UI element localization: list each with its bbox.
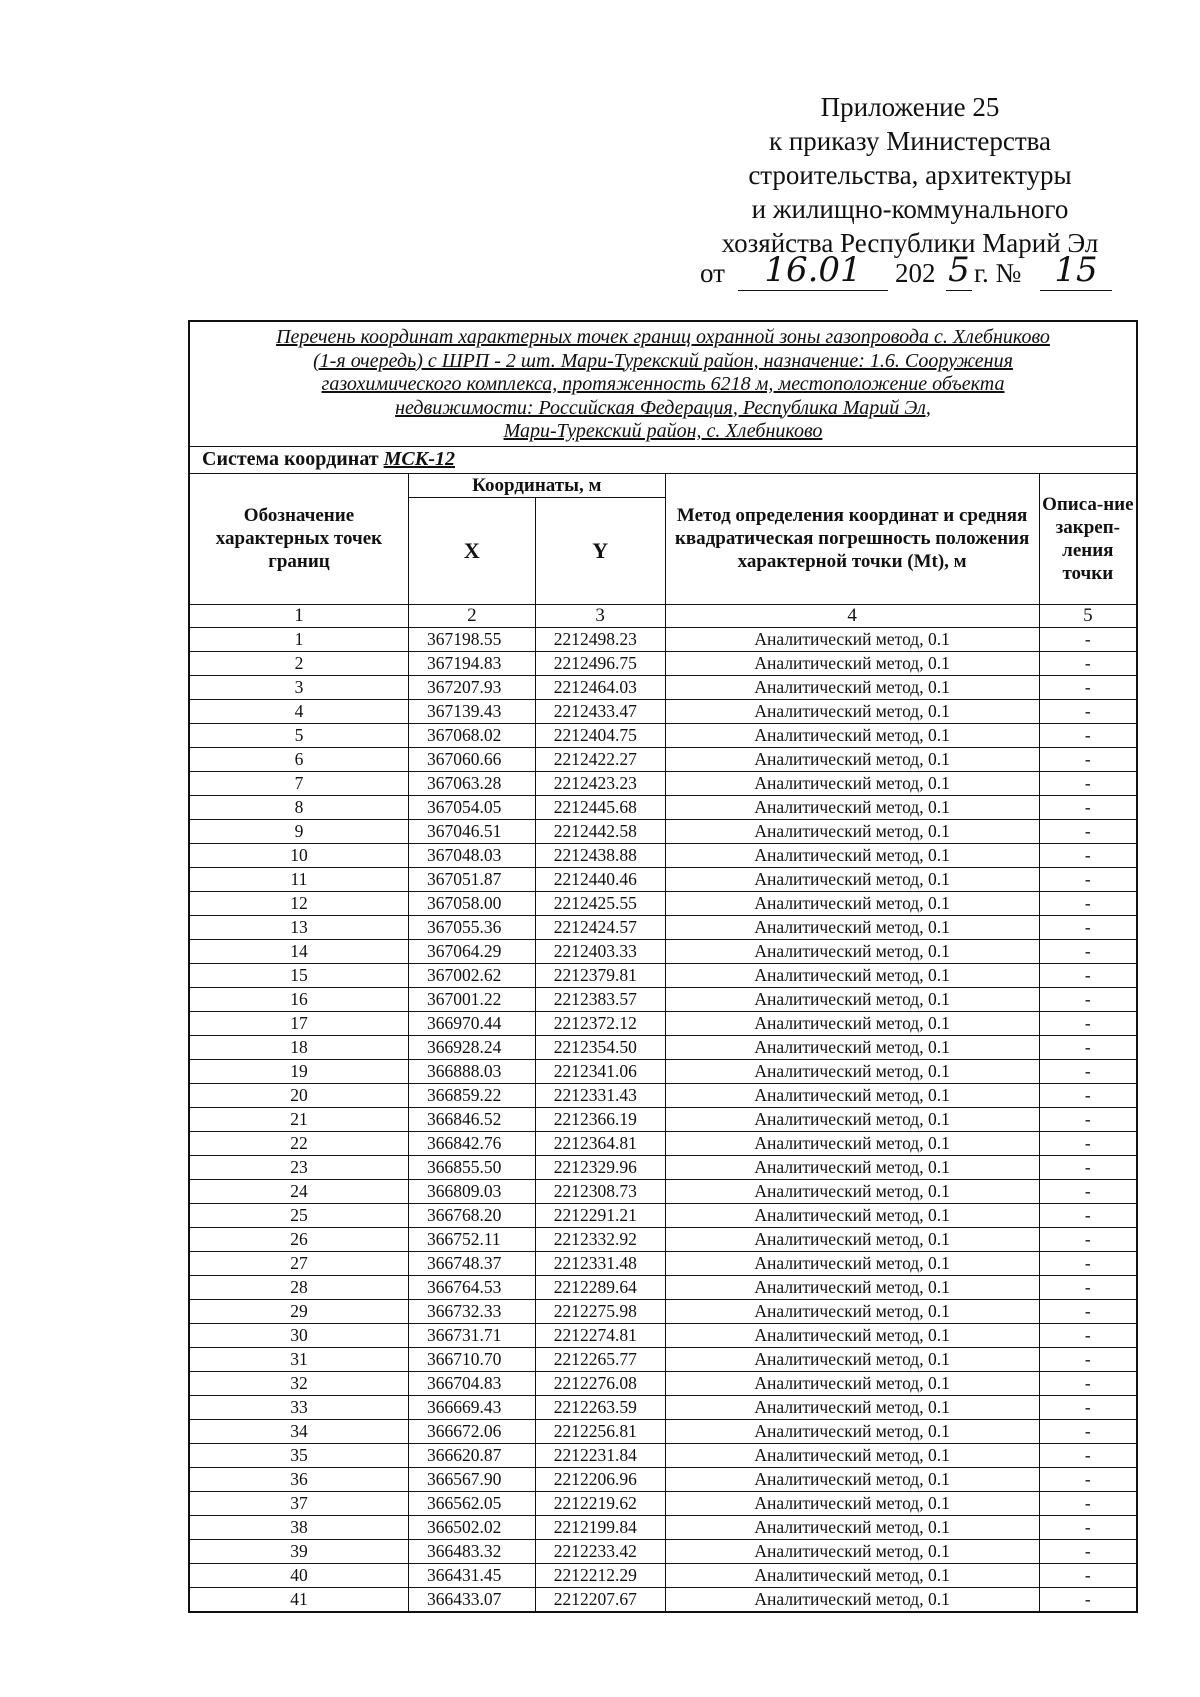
y-coordinate: 2212256.81	[535, 1419, 665, 1443]
y-coordinate: 2212364.81	[535, 1131, 665, 1155]
handwritten-year-digit: 5	[946, 250, 972, 291]
method-cell: Аналитический метод, 0.1	[665, 1251, 1039, 1275]
header-y: Y	[535, 498, 665, 604]
x-coordinate: 366768.20	[408, 1203, 535, 1227]
table-row	[189, 987, 1137, 1011]
method-cell: Аналитический метод, 0.1	[665, 795, 1039, 819]
description-cell: -	[1039, 1539, 1137, 1563]
method-cell: Аналитический метод, 0.1	[665, 843, 1039, 867]
table-row	[189, 1419, 1137, 1443]
description-cell: -	[1039, 771, 1137, 795]
point-number: 13	[189, 915, 408, 939]
x-coordinate: 367064.29	[408, 939, 535, 963]
x-coordinate: 367058.00	[408, 891, 535, 915]
point-number: 9	[189, 819, 408, 843]
method-cell: Аналитический метод, 0.1	[665, 747, 1039, 771]
x-coordinate: 367060.66	[408, 747, 535, 771]
x-coordinate: 367068.02	[408, 723, 535, 747]
method-cell: Аналитический метод, 0.1	[665, 1083, 1039, 1107]
x-coordinate: 366669.43	[408, 1395, 535, 1419]
x-coordinate: 367055.36	[408, 915, 535, 939]
point-number: 37	[189, 1491, 408, 1515]
header-line: строительства, архитектуры	[748, 160, 1072, 190]
point-number: 17	[189, 1011, 408, 1035]
y-coordinate: 2212372.12	[535, 1011, 665, 1035]
point-number: 31	[189, 1347, 408, 1371]
x-coordinate: 367194.83	[408, 651, 535, 675]
method-cell: Аналитический метод, 0.1	[665, 1563, 1039, 1587]
point-number: 7	[189, 771, 408, 795]
y-coordinate: 2212422.27	[535, 747, 665, 771]
y-coordinate: 2212442.58	[535, 819, 665, 843]
description-cell: -	[1039, 1251, 1137, 1275]
x-coordinate: 366431.45	[408, 1563, 535, 1587]
table-row	[189, 627, 1137, 651]
method-cell: Аналитический метод, 0.1	[665, 1131, 1039, 1155]
method-cell: Аналитический метод, 0.1	[665, 1491, 1039, 1515]
table-row	[189, 819, 1137, 843]
x-coordinate: 367051.87	[408, 867, 535, 891]
column-number: 3	[535, 604, 665, 627]
method-cell: Аналитический метод, 0.1	[665, 1203, 1039, 1227]
description-cell: -	[1039, 723, 1137, 747]
coordinates-table	[188, 320, 1138, 1613]
method-cell: Аналитический метод, 0.1	[665, 1395, 1039, 1419]
table-row	[189, 1275, 1137, 1299]
table-row	[189, 1323, 1137, 1347]
y-coordinate: 2212404.75	[535, 723, 665, 747]
table-title-line: недвижимости: Российская Федерация, Республика Марий Эл,	[395, 396, 931, 419]
header-designation: Обозначение характерных точек границ	[189, 473, 408, 604]
description-cell: -	[1039, 1515, 1137, 1539]
description-cell: -	[1039, 1011, 1137, 1035]
description-cell: -	[1039, 675, 1137, 699]
table-row	[189, 651, 1137, 675]
coordinate-system-name: МСК-12	[383, 448, 455, 470]
point-number: 3	[189, 675, 408, 699]
method-cell: Аналитический метод, 0.1	[665, 915, 1039, 939]
x-coordinate: 366483.32	[408, 1539, 535, 1563]
method-cell: Аналитический метод, 0.1	[665, 1035, 1039, 1059]
description-cell: -	[1039, 1227, 1137, 1251]
table-row	[189, 1107, 1137, 1131]
y-coordinate: 2212331.43	[535, 1083, 665, 1107]
point-number: 35	[189, 1443, 408, 1467]
year-prefix: 202	[895, 258, 936, 288]
x-coordinate: 366748.37	[408, 1251, 535, 1275]
description-cell: -	[1039, 1083, 1137, 1107]
description-cell: -	[1039, 1107, 1137, 1131]
x-coordinate: 366620.87	[408, 1443, 535, 1467]
description-cell: -	[1039, 1371, 1137, 1395]
table-body	[189, 627, 1137, 1612]
column-number: 5	[1039, 604, 1137, 627]
x-coordinate: 366970.44	[408, 1011, 535, 1035]
y-coordinate: 2212354.50	[535, 1035, 665, 1059]
description-cell: -	[1039, 1563, 1137, 1587]
y-coordinate: 2212199.84	[535, 1515, 665, 1539]
point-number: 25	[189, 1203, 408, 1227]
method-cell: Аналитический метод, 0.1	[665, 1179, 1039, 1203]
x-coordinate: 366859.22	[408, 1083, 535, 1107]
description-cell: -	[1039, 1035, 1137, 1059]
y-coordinate: 2212440.46	[535, 867, 665, 891]
method-cell: Аналитический метод, 0.1	[665, 723, 1039, 747]
appendix-header	[690, 90, 1130, 260]
y-coordinate: 2212496.75	[535, 651, 665, 675]
table-row	[189, 1035, 1137, 1059]
table-row	[189, 1443, 1137, 1467]
x-coordinate: 366502.02	[408, 1515, 535, 1539]
description-cell: -	[1039, 1467, 1137, 1491]
point-number: 41	[189, 1587, 408, 1612]
point-number: 14	[189, 939, 408, 963]
table-row	[189, 795, 1137, 819]
table-row	[189, 1011, 1137, 1035]
method-cell: Аналитический метод, 0.1	[665, 1155, 1039, 1179]
table-row	[189, 723, 1137, 747]
table-row	[189, 747, 1137, 771]
table-row	[189, 1251, 1137, 1275]
point-number: 5	[189, 723, 408, 747]
y-coordinate: 2212206.96	[535, 1467, 665, 1491]
point-number: 23	[189, 1155, 408, 1179]
method-cell: Аналитический метод, 0.1	[665, 651, 1039, 675]
point-number: 21	[189, 1107, 408, 1131]
method-cell: Аналитический метод, 0.1	[665, 1539, 1039, 1563]
table-row	[189, 939, 1137, 963]
handwritten-order-number: 15	[1040, 250, 1112, 291]
method-cell: Аналитический метод, 0.1	[665, 963, 1039, 987]
table-row	[189, 1299, 1137, 1323]
description-cell: -	[1039, 939, 1137, 963]
point-number: 24	[189, 1179, 408, 1203]
method-cell: Аналитический метод, 0.1	[665, 939, 1039, 963]
table-row	[189, 1395, 1137, 1419]
point-number: 18	[189, 1035, 408, 1059]
method-cell: Аналитический метод, 0.1	[665, 1467, 1039, 1491]
method-cell: Аналитический метод, 0.1	[665, 1107, 1039, 1131]
y-coordinate: 2212424.57	[535, 915, 665, 939]
description-cell: -	[1039, 1395, 1137, 1419]
method-cell: Аналитический метод, 0.1	[665, 1371, 1039, 1395]
x-coordinate: 366710.70	[408, 1347, 535, 1371]
x-coordinate: 367002.62	[408, 963, 535, 987]
description-cell: -	[1039, 1299, 1137, 1323]
header-coordinates: Координаты, м	[408, 473, 665, 498]
y-coordinate: 2212233.42	[535, 1539, 665, 1563]
table-row	[189, 867, 1137, 891]
table-title-line: Мари-Турекский район, с. Хлебниково	[503, 420, 823, 442]
table-row	[189, 1203, 1137, 1227]
description-cell: -	[1039, 1491, 1137, 1515]
table-row	[189, 771, 1137, 795]
description-cell: -	[1039, 987, 1137, 1011]
method-cell: Аналитический метод, 0.1	[665, 1419, 1039, 1443]
table-row	[189, 1467, 1137, 1491]
point-number: 12	[189, 891, 408, 915]
y-coordinate: 2212445.68	[535, 795, 665, 819]
method-cell: Аналитический метод, 0.1	[665, 771, 1039, 795]
method-cell: Аналитический метод, 0.1	[665, 627, 1039, 651]
x-coordinate: 367198.55	[408, 627, 535, 651]
header-description: Описа-ние закреп-ления точки	[1039, 473, 1137, 604]
point-number: 33	[189, 1395, 408, 1419]
y-coordinate: 2212423.23	[535, 771, 665, 795]
point-number: 11	[189, 867, 408, 891]
table-row	[189, 915, 1137, 939]
table-row	[189, 675, 1137, 699]
x-coordinate: 366855.50	[408, 1155, 535, 1179]
method-cell: Аналитический метод, 0.1	[665, 675, 1039, 699]
x-coordinate: 366928.24	[408, 1035, 535, 1059]
method-cell: Аналитический метод, 0.1	[665, 1515, 1039, 1539]
table-row	[189, 699, 1137, 723]
method-cell: Аналитический метод, 0.1	[665, 867, 1039, 891]
table-row	[189, 963, 1137, 987]
x-coordinate: 366732.33	[408, 1299, 535, 1323]
y-coordinate: 2212464.03	[535, 675, 665, 699]
method-cell: Аналитический метод, 0.1	[665, 891, 1039, 915]
header-line: к приказу Министерства	[768, 126, 1052, 156]
x-coordinate: 366846.52	[408, 1107, 535, 1131]
point-number: 22	[189, 1131, 408, 1155]
description-cell: -	[1039, 915, 1137, 939]
description-cell: -	[1039, 699, 1137, 723]
y-coordinate: 2212438.88	[535, 843, 665, 867]
point-number: 26	[189, 1227, 408, 1251]
table-row	[189, 1371, 1137, 1395]
x-coordinate: 366731.71	[408, 1323, 535, 1347]
y-coordinate: 2212425.55	[535, 891, 665, 915]
x-coordinate: 367054.05	[408, 795, 535, 819]
handwritten-date: 16.01	[738, 250, 888, 291]
point-number: 34	[189, 1419, 408, 1443]
table-title-line: газохимического комплекса, протяженность 6218 м, местоположение объекта	[321, 373, 1005, 395]
y-coordinate: 2212212.29	[535, 1563, 665, 1587]
method-cell: Аналитический метод, 0.1	[665, 1323, 1039, 1347]
appendix-title: Приложение 25	[820, 92, 1000, 122]
point-number: 40	[189, 1563, 408, 1587]
x-coordinate: 366562.05	[408, 1491, 535, 1515]
y-coordinate: 2212207.67	[535, 1587, 665, 1612]
description-cell: -	[1039, 1323, 1137, 1347]
date-prefix: от	[700, 258, 725, 288]
point-number: 28	[189, 1275, 408, 1299]
table-row	[189, 891, 1137, 915]
table-row	[189, 843, 1137, 867]
y-coordinate: 2212366.19	[535, 1107, 665, 1131]
method-cell: Аналитический метод, 0.1	[665, 1275, 1039, 1299]
y-coordinate: 2212332.92	[535, 1227, 665, 1251]
y-coordinate: 2212275.98	[535, 1299, 665, 1323]
point-number: 36	[189, 1467, 408, 1491]
method-cell: Аналитический метод, 0.1	[665, 1059, 1039, 1083]
table-row	[189, 1131, 1137, 1155]
method-cell: Аналитический метод, 0.1	[665, 1347, 1039, 1371]
description-cell: -	[1039, 1131, 1137, 1155]
y-coordinate: 2212289.64	[535, 1275, 665, 1299]
point-number: 39	[189, 1539, 408, 1563]
header-line: хозяйства Республики Марий Эл	[721, 228, 1099, 258]
x-coordinate: 366567.90	[408, 1467, 535, 1491]
method-cell: Аналитический метод, 0.1	[665, 1299, 1039, 1323]
table-row	[189, 1515, 1137, 1539]
table-row	[189, 1491, 1137, 1515]
point-number: 27	[189, 1251, 408, 1275]
method-cell: Аналитический метод, 0.1	[665, 987, 1039, 1011]
column-number: 1	[189, 604, 408, 627]
description-cell: -	[1039, 1443, 1137, 1467]
x-coordinate: 366704.83	[408, 1371, 535, 1395]
x-coordinate: 367001.22	[408, 987, 535, 1011]
method-cell: Аналитический метод, 0.1	[665, 1443, 1039, 1467]
x-coordinate: 366809.03	[408, 1179, 535, 1203]
point-number: 38	[189, 1515, 408, 1539]
table-row	[189, 1059, 1137, 1083]
x-coordinate: 367139.43	[408, 699, 535, 723]
description-cell: -	[1039, 1179, 1137, 1203]
x-coordinate: 367063.28	[408, 771, 535, 795]
x-coordinate: 366752.11	[408, 1227, 535, 1251]
table-row	[189, 1083, 1137, 1107]
y-coordinate: 2212231.84	[535, 1443, 665, 1467]
description-cell: -	[1039, 795, 1137, 819]
x-coordinate: 367046.51	[408, 819, 535, 843]
table-row	[189, 1563, 1137, 1587]
method-cell: Аналитический метод, 0.1	[665, 1587, 1039, 1612]
point-number: 30	[189, 1323, 408, 1347]
description-cell: -	[1039, 1419, 1137, 1443]
description-cell: -	[1039, 1347, 1137, 1371]
y-coordinate: 2212291.21	[535, 1203, 665, 1227]
description-cell: -	[1039, 819, 1137, 843]
description-cell: -	[1039, 747, 1137, 771]
point-number: 6	[189, 747, 408, 771]
table-row	[189, 1539, 1137, 1563]
point-number: 8	[189, 795, 408, 819]
x-coordinate: 367207.93	[408, 675, 535, 699]
point-number: 20	[189, 1083, 408, 1107]
table-row	[189, 1155, 1137, 1179]
y-coordinate: 2212383.57	[535, 987, 665, 1011]
method-cell: Аналитический метод, 0.1	[665, 1227, 1039, 1251]
description-cell: -	[1039, 891, 1137, 915]
y-coordinate: 2212498.23	[535, 627, 665, 651]
table-title-line: Перечень координат характерных точек границ охранной зоны газопровода с. Хлебниково	[276, 326, 1050, 348]
y-coordinate: 2212433.47	[535, 699, 665, 723]
point-number: 19	[189, 1059, 408, 1083]
method-cell: Аналитический метод, 0.1	[665, 819, 1039, 843]
header-method: Метод определения координат и средняя квадратическая погрешность положения характерной точки (Mt), м	[665, 473, 1039, 604]
y-coordinate: 2212276.08	[535, 1371, 665, 1395]
description-cell: -	[1039, 867, 1137, 891]
order-date-line	[700, 250, 1120, 296]
description-cell: -	[1039, 963, 1137, 987]
description-cell: -	[1039, 1059, 1137, 1083]
y-coordinate: 2212274.81	[535, 1323, 665, 1347]
table-row	[189, 1179, 1137, 1203]
description-cell: -	[1039, 627, 1137, 651]
method-cell: Аналитический метод, 0.1	[665, 1011, 1039, 1035]
description-cell: -	[1039, 1155, 1137, 1179]
coordinate-system-row	[189, 446, 1137, 473]
header-x: X	[408, 498, 535, 604]
description-cell: -	[1039, 1275, 1137, 1299]
point-number: 1	[189, 627, 408, 651]
description-cell: -	[1039, 651, 1137, 675]
x-coordinate: 366672.06	[408, 1419, 535, 1443]
table-title-line: (1-я очередь) с ШРП - 2 шт. Мари-Турекский район, назначение: 1.6. Сооружения	[313, 349, 1013, 372]
table-row	[189, 1587, 1137, 1612]
y-coordinate: 2212263.59	[535, 1395, 665, 1419]
y-coordinate: 2212341.06	[535, 1059, 665, 1083]
point-number: 10	[189, 843, 408, 867]
point-number: 32	[189, 1371, 408, 1395]
x-coordinate: 366888.03	[408, 1059, 535, 1083]
table-row	[189, 1347, 1137, 1371]
coordinate-system-label: Система координат	[202, 448, 379, 470]
point-number: 4	[189, 699, 408, 723]
year-suffix-number-sign: г. №	[974, 258, 1022, 288]
point-number: 15	[189, 963, 408, 987]
y-coordinate: 2212331.48	[535, 1251, 665, 1275]
y-coordinate: 2212265.77	[535, 1347, 665, 1371]
header-line: и жилищно-коммунального	[751, 194, 1069, 224]
description-cell: -	[1039, 1587, 1137, 1612]
y-coordinate: 2212308.73	[535, 1179, 665, 1203]
y-coordinate: 2212329.96	[535, 1155, 665, 1179]
description-cell: -	[1039, 843, 1137, 867]
x-coordinate: 366764.53	[408, 1275, 535, 1299]
table-row	[189, 1227, 1137, 1251]
x-coordinate: 367048.03	[408, 843, 535, 867]
point-number: 2	[189, 651, 408, 675]
column-number: 2	[408, 604, 535, 627]
y-coordinate: 2212219.62	[535, 1491, 665, 1515]
table-title	[189, 321, 1137, 446]
y-coordinate: 2212403.33	[535, 939, 665, 963]
point-number: 16	[189, 987, 408, 1011]
x-coordinate: 366842.76	[408, 1131, 535, 1155]
column-number-row	[189, 604, 1137, 627]
column-number: 4	[665, 604, 1039, 627]
method-cell: Аналитический метод, 0.1	[665, 699, 1039, 723]
point-number: 29	[189, 1299, 408, 1323]
description-cell: -	[1039, 1203, 1137, 1227]
x-coordinate: 366433.07	[408, 1587, 535, 1612]
y-coordinate: 2212379.81	[535, 963, 665, 987]
